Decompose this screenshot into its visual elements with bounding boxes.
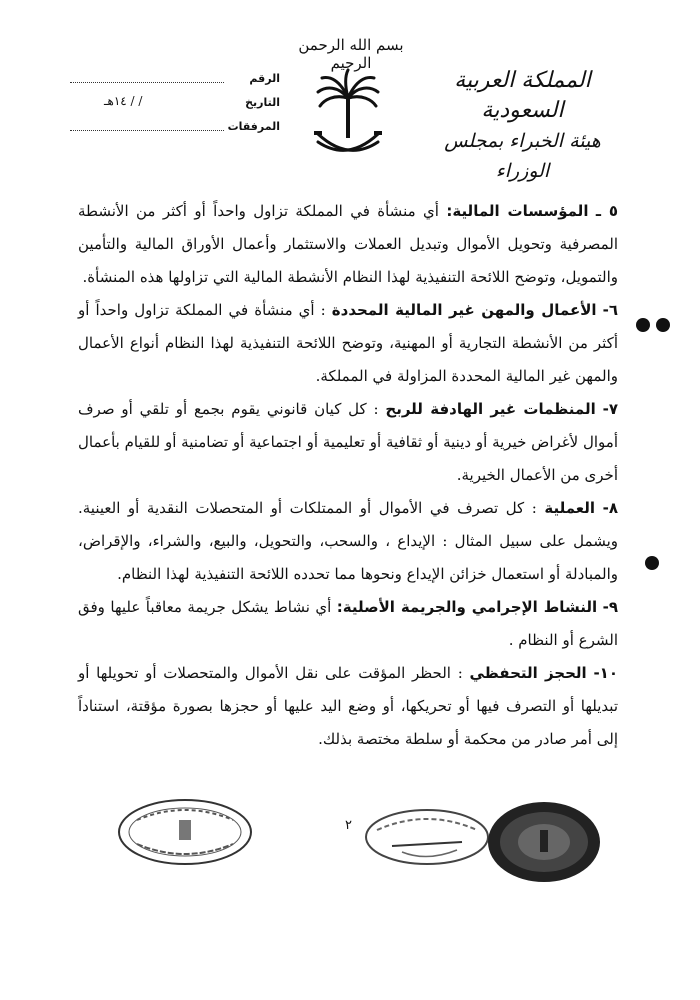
item-number: ٦- — [602, 301, 618, 319]
date-label: التاريخ — [245, 96, 280, 109]
page-number: ٢ — [345, 818, 352, 833]
meta-attachments-row — [70, 118, 280, 142]
left-seal-icon — [115, 796, 255, 868]
document-body — [78, 195, 618, 756]
punch-hole — [645, 556, 659, 570]
item-term: المنظمات غير الهادفة للربح — [385, 400, 596, 418]
item-text: : كل تصرف في الأموال أو الممتلكات أو المتحصلات النقدية أو العينية. ويشمل على سبيل المثال : الإيداع ، والسحب، والتحويل، والبيع، والشراء، والإقراض، والمبادلة أو استعمال خزائن الإيداع ونحوها مما تحدده اللائحة التنفيذية لهذا النظام. — [78, 499, 618, 583]
item-text: أي نشاط يشكل جريمة معاقباً عليها وفق الشرع أو النظام . — [78, 598, 618, 649]
item-text: أي منشأة في المملكة تزاول واحداً أو أكثر من الأنشطة المصرفية وتحويل الأموال وتبديل العملات والاستثمار وأعمال الأوراق المالية والتأمين والتمويل، وتوضح اللائحة التنفيذية لهذا النظام الأنشطة المالية التي تزاولها هذه المنشأة. — [78, 202, 618, 286]
definition-item — [78, 393, 618, 492]
definition-item — [78, 591, 618, 657]
item-term: المؤسسات المالية: — [446, 202, 589, 220]
document-meta — [70, 70, 280, 142]
org-line-2: هيئة الخبراء بمجلس الوزراء — [444, 130, 601, 182]
right-seal-icon — [486, 800, 602, 884]
attachments-label: المرفقات — [227, 120, 280, 133]
number-label: الرقم — [249, 72, 280, 85]
item-text: : الحظر المؤقت على نقل الأموال والمتحصلات أو تحويلها أو تبديلها أو التصرف فيها أو تحريكها، أو وضع اليد عليها أو حجزها بصورة مؤقتة، استناداً إلى أمر صادر من محكمة أو سلطة مختصة بذلك. — [78, 664, 618, 748]
item-text: : أي منشأة في المملكة تزاول واحداً أو أكثر من الأنشطة التجارية أو المهنية، وتوضح اللائحة التنفيذية لهذا النظام أنواع الأعمال والمهن غير المالية المحددة المزاولة في المملكة. — [78, 301, 618, 385]
definition-item — [78, 492, 618, 591]
basmala: بسم الله الرحمن الرحيم — [298, 36, 404, 72]
date-template: / / ١٤هـ — [104, 94, 143, 108]
punch-hole — [656, 318, 670, 332]
item-number: ٩- — [602, 598, 618, 616]
item-number: ١٠- — [593, 664, 618, 682]
definition-item — [78, 195, 618, 294]
item-number: ٧- — [602, 400, 618, 418]
number-line — [70, 82, 224, 83]
item-term: النشاط الإجرامي والجريمة الأصلية: — [336, 598, 598, 616]
meta-number-row — [70, 70, 280, 94]
definition-item — [78, 657, 618, 756]
saudi-emblem-icon — [312, 68, 384, 164]
item-text: : كل كيان قانوني يقوم بجمع أو تلقي أو صرف أموال لأغراض خيرية أو دينية أو ثقافية أو تعليمية أو اجتماعية أو تضامنية أو للقيام بأعمال أخرى من الأعمال الخيرية. — [78, 400, 618, 484]
organization-name — [415, 66, 630, 186]
item-number: ٥ ـ — [595, 202, 619, 220]
punch-hole — [636, 318, 650, 332]
item-number: ٨- — [602, 499, 618, 517]
item-term: العملية — [544, 499, 596, 517]
item-term: الحجز التحفظي — [469, 664, 587, 682]
middle-seal-icon — [362, 806, 492, 868]
definition-item — [78, 294, 618, 393]
org-line-1: المملكة العربية السعودية — [454, 68, 591, 123]
item-term: الأعمال والمهن غير المالية المحددة — [331, 301, 597, 319]
attachments-line — [70, 130, 224, 131]
meta-date-row — [70, 94, 280, 118]
